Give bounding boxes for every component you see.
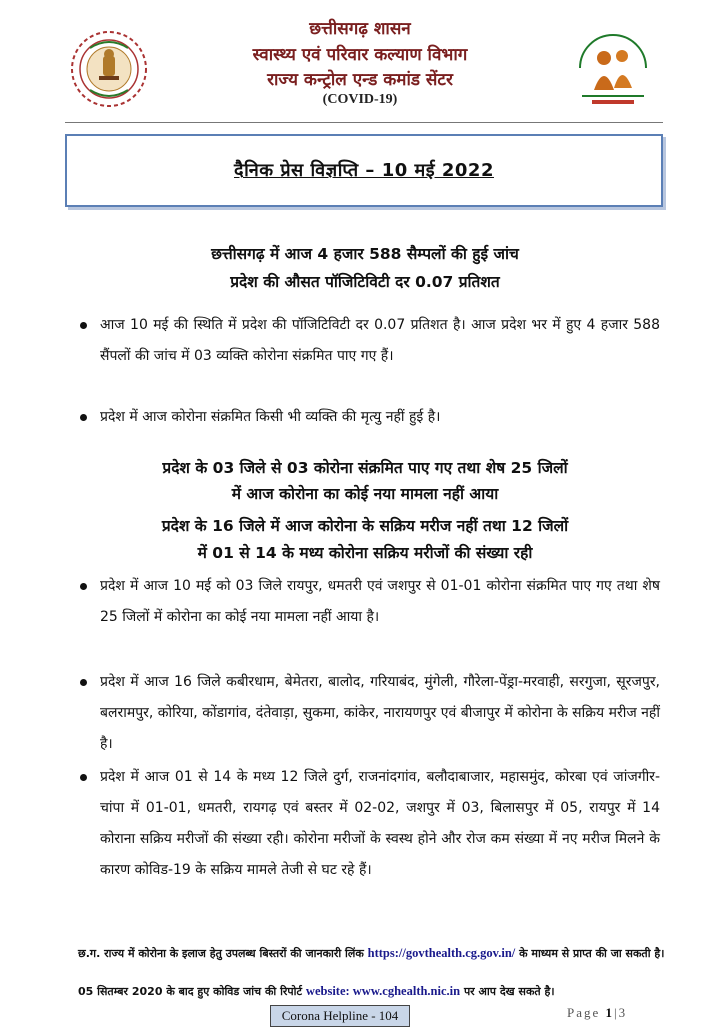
- bullet-text: प्रदेश में आज 16 जिले कबीरधाम, बेमेतरा, बालोद, गरियाबंद, मुंगेली, गौरेला-पेंड्रा-मरवाही, सरगुजा, सूरजपुर, बलरामपुर, कोरिया, कोंडागांव, दंतेवाड़ा, सुकमा, कांकेर, नारायणपुर एवं बीजापुर में कोरोना के सक्रिय मरीज नहीं है।: [100, 674, 660, 752]
- footer-report-note: [78, 983, 678, 1000]
- header-divider: [65, 122, 663, 123]
- footer-beds-prefix: छ.ग. राज्य में कोरोना के इलाज हेतु उपलब्ध बिस्तरों की जानकारी लिंक: [78, 947, 364, 960]
- list-item: [100, 667, 660, 760]
- page-total: 3: [618, 1005, 628, 1020]
- heading-samples-line2: प्रदेश की औसत पॉजिटिविटी दर 0.07 प्रतिशत: [230, 273, 500, 291]
- bullet-icon: [80, 583, 87, 590]
- corona-helpline-box: Corona Helpline - 104: [270, 1005, 410, 1027]
- letterhead: [0, 0, 720, 120]
- footer-beds-suffix: के माध्यम से प्राप्त की जा सकती है।: [519, 947, 665, 960]
- footer-beds-note: [78, 945, 678, 962]
- bullet-text: प्रदेश में आज कोरोना संक्रमित किसी भी व्यक्ति की मृत्यु नहीं हुई है।: [100, 409, 441, 425]
- list-item: [100, 762, 660, 886]
- swasth-chhattisgarh-logo: [572, 28, 654, 110]
- bullet-text: प्रदेश में आज 01 से 14 के मध्य 12 जिले दुर्ग, राजनांदगांव, बलौदाबाजार, महासमुंद, कोरबा एवं जांजगीर-चांपा में 01-01, धमतरी, रायगढ़ एवं बस्तर में 02-02, जशपुर में 03, बिलासपुर में 05, रायपुर में 14 कोराना सक्रिय मरीजों की संख्या रही। कोरोना मरीजों के स्वस्थ होने और रोज कम संख्या में नए मरीज मिलने के कारण कोविड-19 के सक्रिय मामले तेजी से घट रहे हैं।: [100, 769, 660, 878]
- header-govt-line: छत्तीसगढ़ शासन: [309, 19, 411, 39]
- footer-report-suffix: पर आप देख सकते है।: [463, 985, 555, 998]
- bullet-text: आज 10 मई की स्थिति में प्रदेश की पॉजिटिविटी दर 0.07 प्रतिशत है। आज प्रदेश भर में हुए 4 हजार 588 सैंपलों की जांच में 03 व्यक्ति कोरोना संक्रमित पाए गए हैं।: [100, 317, 660, 364]
- bullet-icon: [80, 322, 87, 329]
- press-release-title-box: [65, 134, 663, 207]
- header-control-centre-line: राज्य कन्ट्रोल एन्ड कमांड सेंटर: [267, 70, 453, 90]
- beds-link[interactable]: https://govthealth.cg.gov.in/: [367, 946, 516, 960]
- heading-samples-line1: छत्तीसगढ़ में आज 4 हजार 588 सैम्पलों की हुई जांच: [211, 245, 519, 263]
- heading-active-line2: में 01 से 14 के मध्य कोरोना सक्रिय मरीजों की संख्या रही: [197, 544, 533, 562]
- list-item: [100, 571, 660, 633]
- page-label: Page: [567, 1005, 601, 1020]
- report-website-link[interactable]: website: www.cghealth.nic.in: [305, 984, 461, 998]
- list-item: [100, 402, 660, 433]
- header-department-line: स्वास्थ्य एवं परिवार कल्याण विभाग: [252, 45, 468, 65]
- page-number: Page 1|3: [567, 1005, 628, 1020]
- page-current: 1: [605, 1005, 615, 1020]
- press-release-title: दैनिक प्रेस विज्ञप्ति – 10 मई 2022: [234, 160, 494, 181]
- bullet-icon: [80, 414, 87, 421]
- bullet-icon: [80, 774, 87, 781]
- bullet-icon: [80, 679, 87, 686]
- heading-districts-line2: में आज कोरोना का कोई नया मामला नहीं आया: [231, 485, 499, 503]
- header-covid-line: (COVID-19): [322, 92, 398, 107]
- heading-active-line1: प्रदेश के 16 जिले में आज कोरोना के सक्रिय मरीज नहीं तथा 12 जिलों: [161, 517, 569, 535]
- list-item: [100, 310, 660, 372]
- footer-report-prefix: 05 सितम्बर 2020 के बाद हुए कोविड जांच की रिपोर्ट: [78, 985, 303, 998]
- heading-districts-line1: प्रदेश के 03 जिले से 03 कोरोना संक्रमित पाए गए तथा शेष 25 जिलों: [162, 459, 568, 477]
- bullet-text: प्रदेश में आज 10 मई को 03 जिले रायपुर, धमतरी एवं जशपुर से 01-01 कोरोना संक्रमित पाए गए तथा शेष 25 जिलों में कोरोना का कोई नया मामला नहीं आया है।: [100, 578, 660, 625]
